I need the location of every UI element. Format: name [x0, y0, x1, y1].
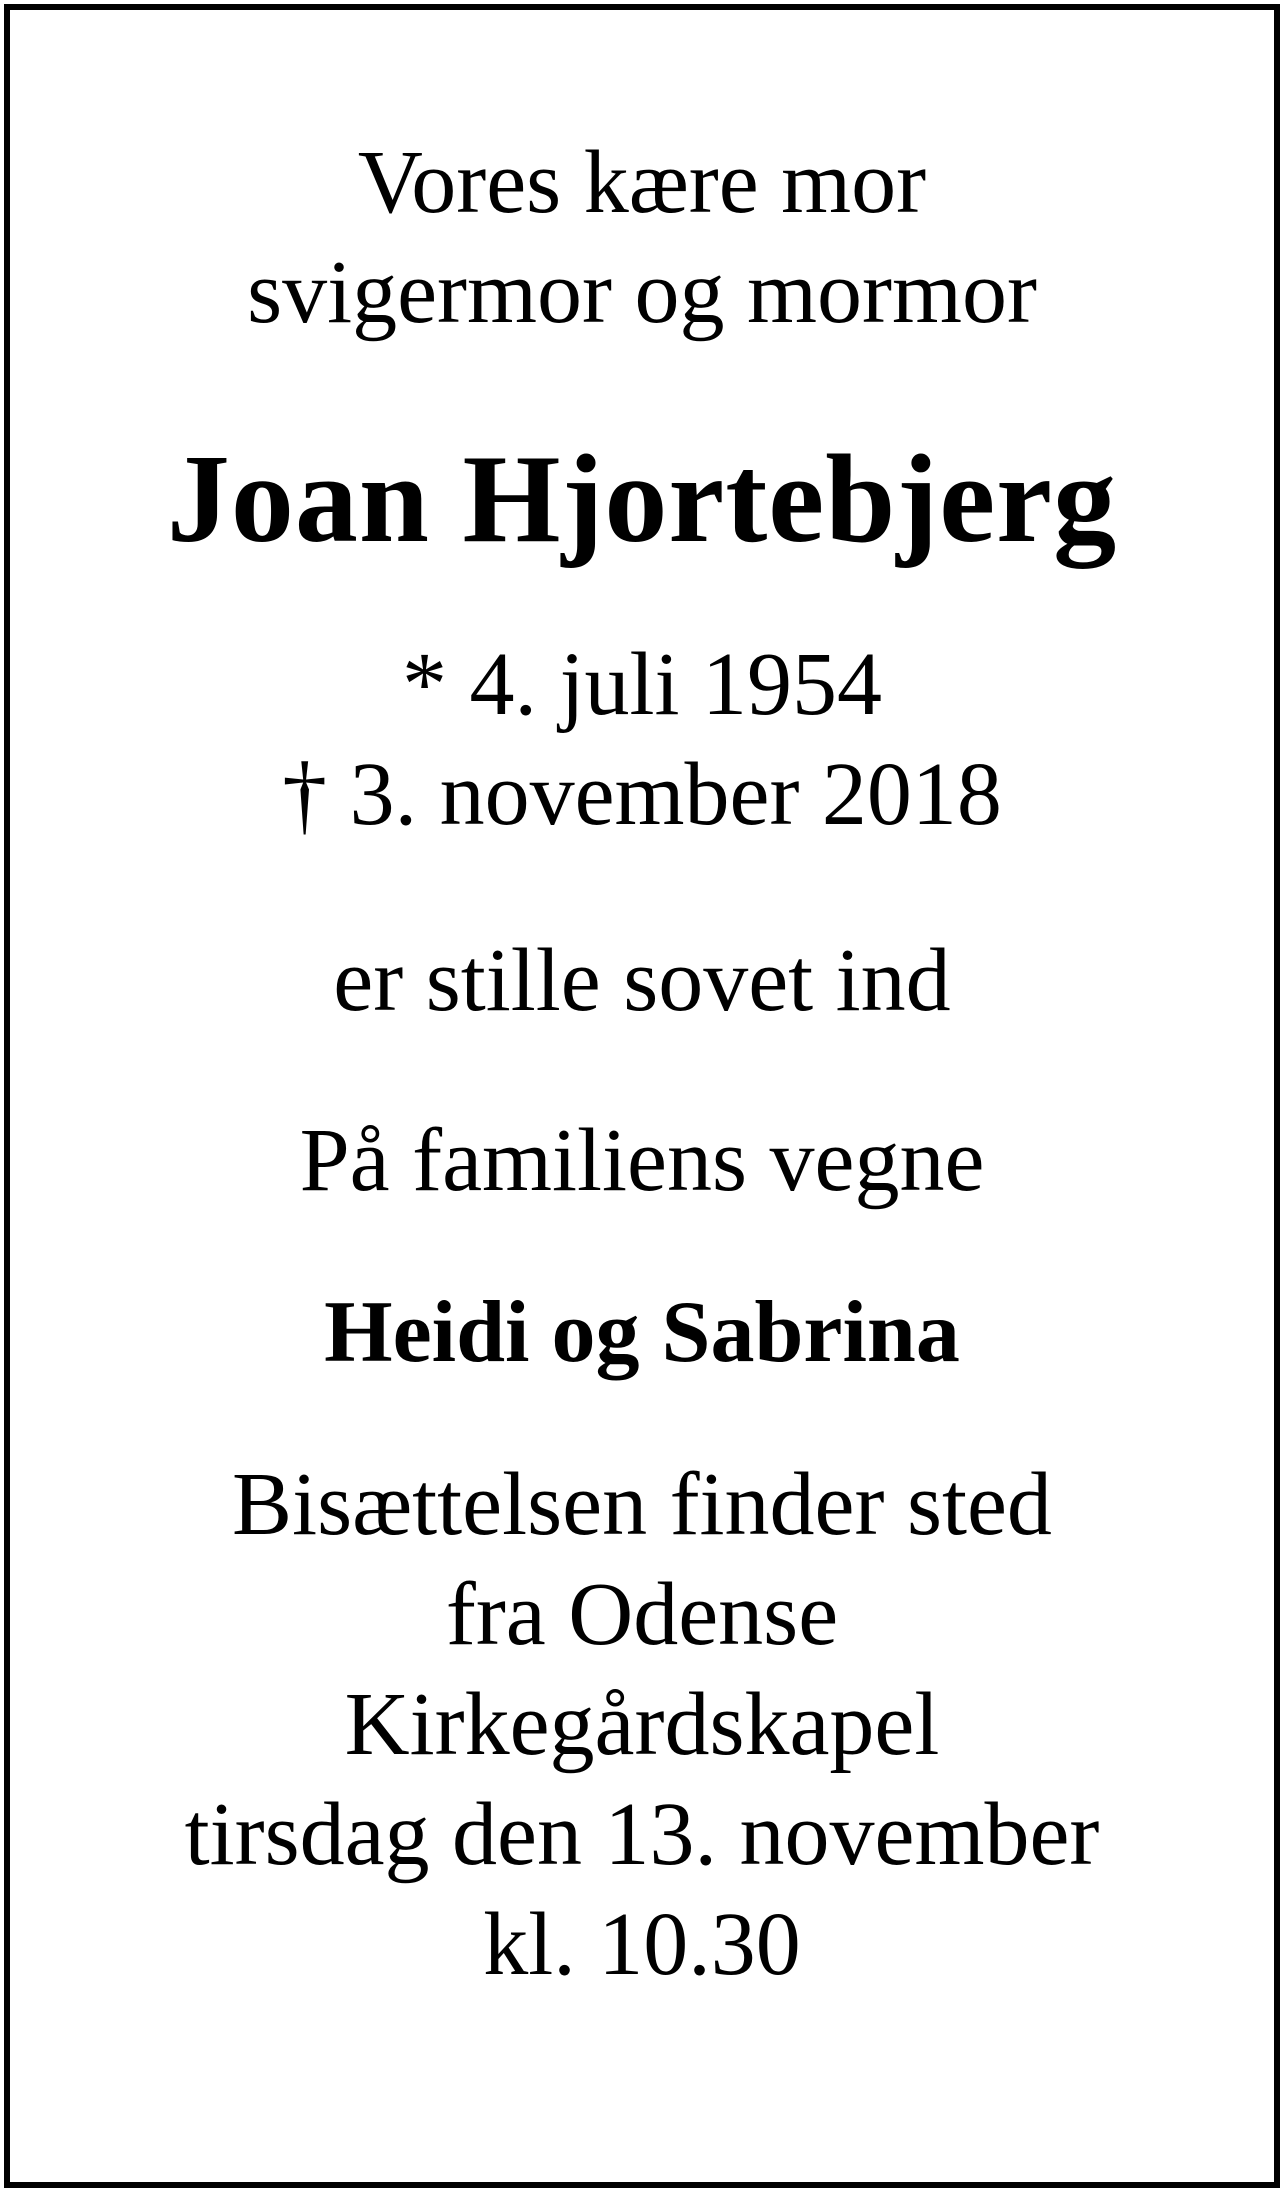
service-line: Bisættelsen finder sted	[232, 1455, 1052, 1554]
service-line: tirsdag den 13. november	[184, 1785, 1100, 1884]
birth-date: * 4. juli 1954	[401, 635, 882, 734]
signers-names: Heidi og Sabrina	[324, 1284, 960, 1381]
life-dates	[10, 630, 1274, 850]
service-line: kl. 10.30	[483, 1895, 801, 1994]
death-date: † 3. november 2018	[282, 745, 1002, 844]
intro-text	[10, 128, 1274, 348]
service-line: fra Odense	[445, 1565, 839, 1664]
intro-line: svigermor og mormor	[247, 243, 1037, 342]
deceased-name-block	[10, 430, 1274, 570]
signers-block	[10, 1278, 1274, 1388]
service-line: Kirkegårdskapel	[344, 1675, 940, 1774]
on-behalf-block	[10, 1106, 1274, 1216]
passing-phrase-block	[10, 926, 1274, 1036]
service-info	[10, 1450, 1274, 2000]
deceased-name: Joan Hjortebjerg	[166, 430, 1118, 569]
on-behalf-text: På familiens vegne	[299, 1111, 985, 1210]
obituary-notice	[4, 4, 1280, 2188]
intro-line: Vores kære mor	[357, 133, 927, 232]
passing-phrase: er stille sovet ind	[333, 931, 951, 1030]
